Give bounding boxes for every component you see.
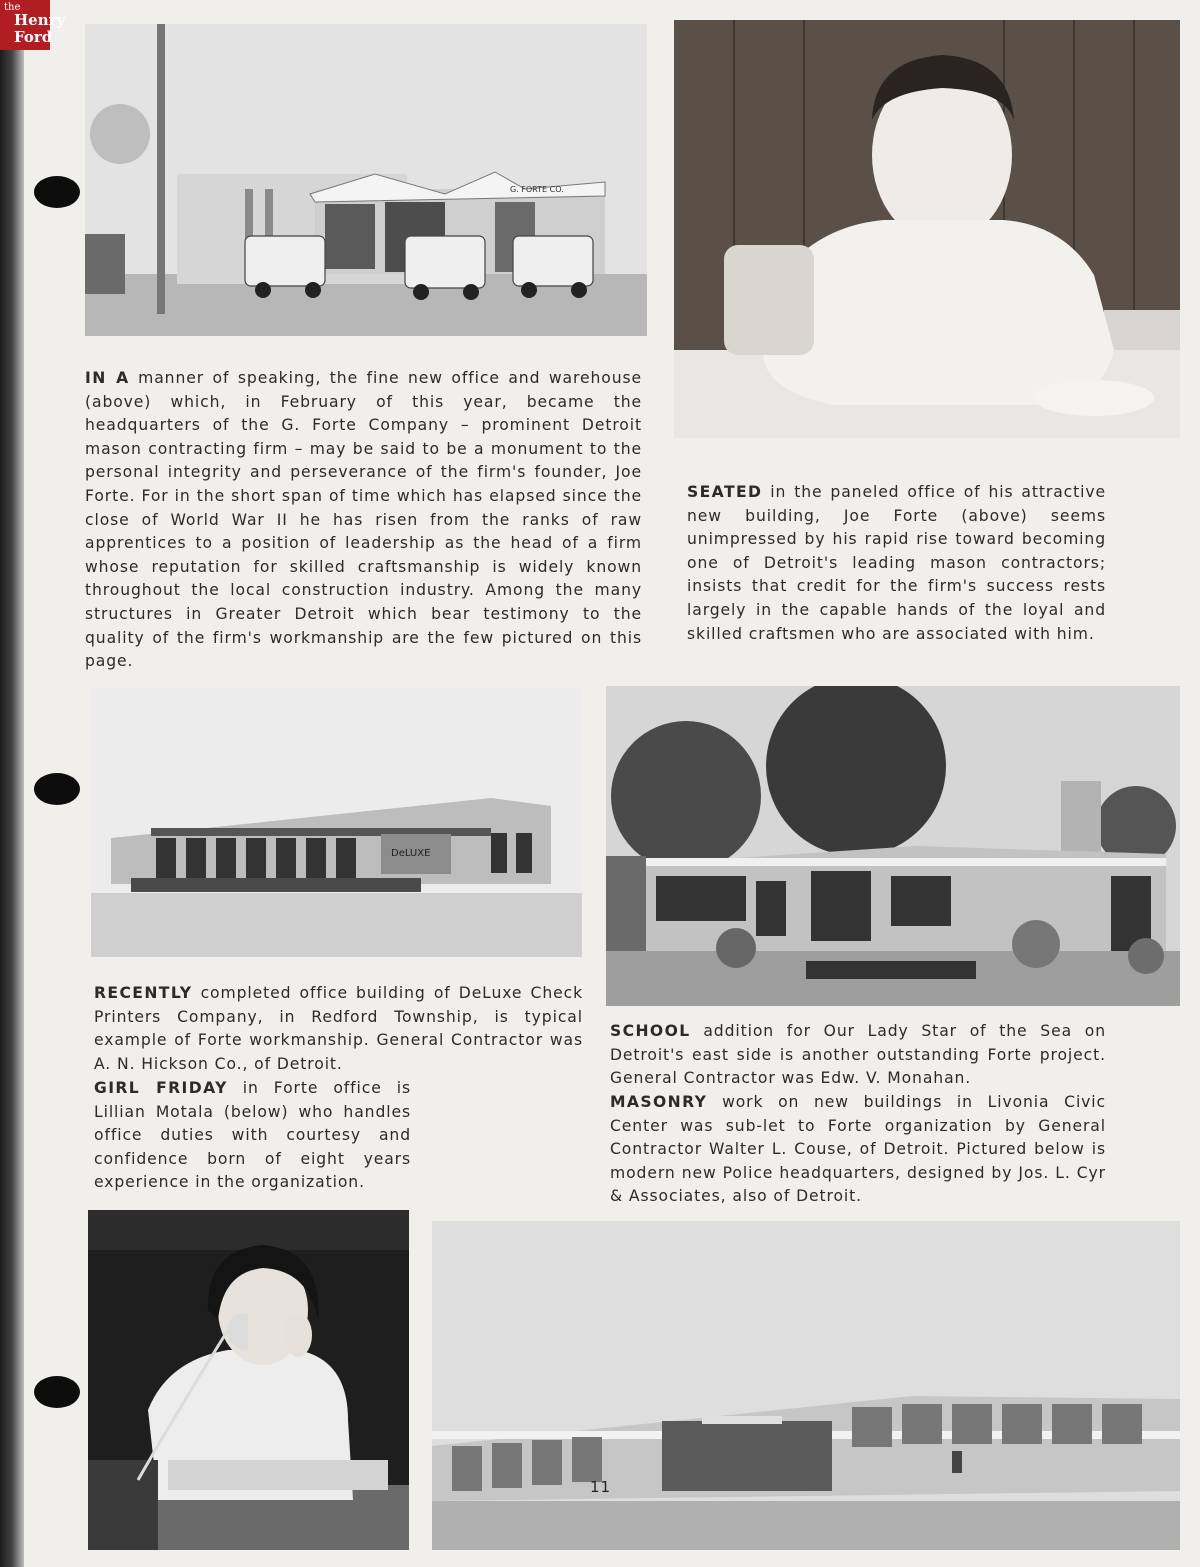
deluxe-building-photo <box>91 688 582 957</box>
recently-caption <box>94 982 583 1076</box>
henry-ford-logo: the Henry Ford <box>0 0 50 50</box>
forte-building-photo <box>85 24 647 336</box>
caption-text: in the paneled office of his attractive new building, Joe Forte (above) seems unimpressed by his rapid rise toward becoming one of Detroit's leading mason contractors; insists that credit for the firm's success rests largely in the capable hands of the loyal and skilled craftsmen who are associated with him. <box>687 483 1107 643</box>
girl-friday-caption <box>94 1077 411 1195</box>
binder-hole <box>34 176 80 208</box>
binder-hole <box>34 773 80 805</box>
binder-edge <box>0 0 24 1567</box>
headquarters-caption <box>85 367 642 674</box>
joe-forte-portrait-photo <box>674 20 1180 438</box>
page-number: 11 <box>590 1478 612 1496</box>
caption-text: completed office building of DeLuxe Check Printers Company, in Redford Township, is typical example of Forte workmanship. General Contractor was A. N. Hickson Co., of Detroit. <box>94 984 584 1073</box>
police-headquarters-photo <box>432 1221 1180 1550</box>
caption-lead: SEATED <box>687 483 763 501</box>
caption-lead: MASONRY <box>610 1093 708 1111</box>
caption-text: work on new buildings in Livonia Civic Center was sub-let to Forte organization by General Contractor Walter L. Couse, of Detroit. Pictured below is modern new Police headquarters, designed by Jos. L. Cyr & Associates, also of Detroit. <box>610 1093 1107 1206</box>
seated-caption <box>687 481 1106 646</box>
forte-sign: G. FORTE CO. <box>510 185 564 194</box>
caption-text: addition for Our Lady Star of the Sea on Detroit's east side is another outstanding Forte project. General Contractor was Edw. V. Monahan. <box>610 1022 1106 1088</box>
school-addition-photo <box>606 686 1180 1006</box>
caption-lead: GIRL FRIDAY <box>94 1079 228 1097</box>
school-caption <box>610 1020 1106 1091</box>
caption-text: manner of speaking, the fine new office and warehouse (above) which, in February of this year, became the headquarters of the G. Forte Company – prominent Detroit mason contracting firm – may be said to be a monument to the personal integrity and perseverance of the firm's founder, Joe Forte. For in the short span of time which has elapsed since the close of World War II he has risen from the ranks of raw apprentices to a position of leadership as the head of a firm whose reputation for skilled craftsmanship is widely known throughout the local construction industry. Among the many structures in Greater Detroit which bear testimony to the quality of the firm's workmanship are the few pictured on this page. <box>85 369 642 671</box>
lillian-motala-photo <box>88 1210 409 1550</box>
deluxe-sign: DeLUXE <box>391 848 431 859</box>
caption-text: in Forte office is Lillian Motala (below) who handles office duties with courtesy and confidence born of eight years experience in the organization. <box>94 1079 412 1192</box>
caption-lead: IN A <box>85 369 130 387</box>
binder-hole <box>34 1376 80 1408</box>
caption-lead: SCHOOL <box>610 1022 691 1040</box>
caption-lead: RECENTLY <box>94 984 193 1002</box>
masonry-caption <box>610 1091 1106 1209</box>
